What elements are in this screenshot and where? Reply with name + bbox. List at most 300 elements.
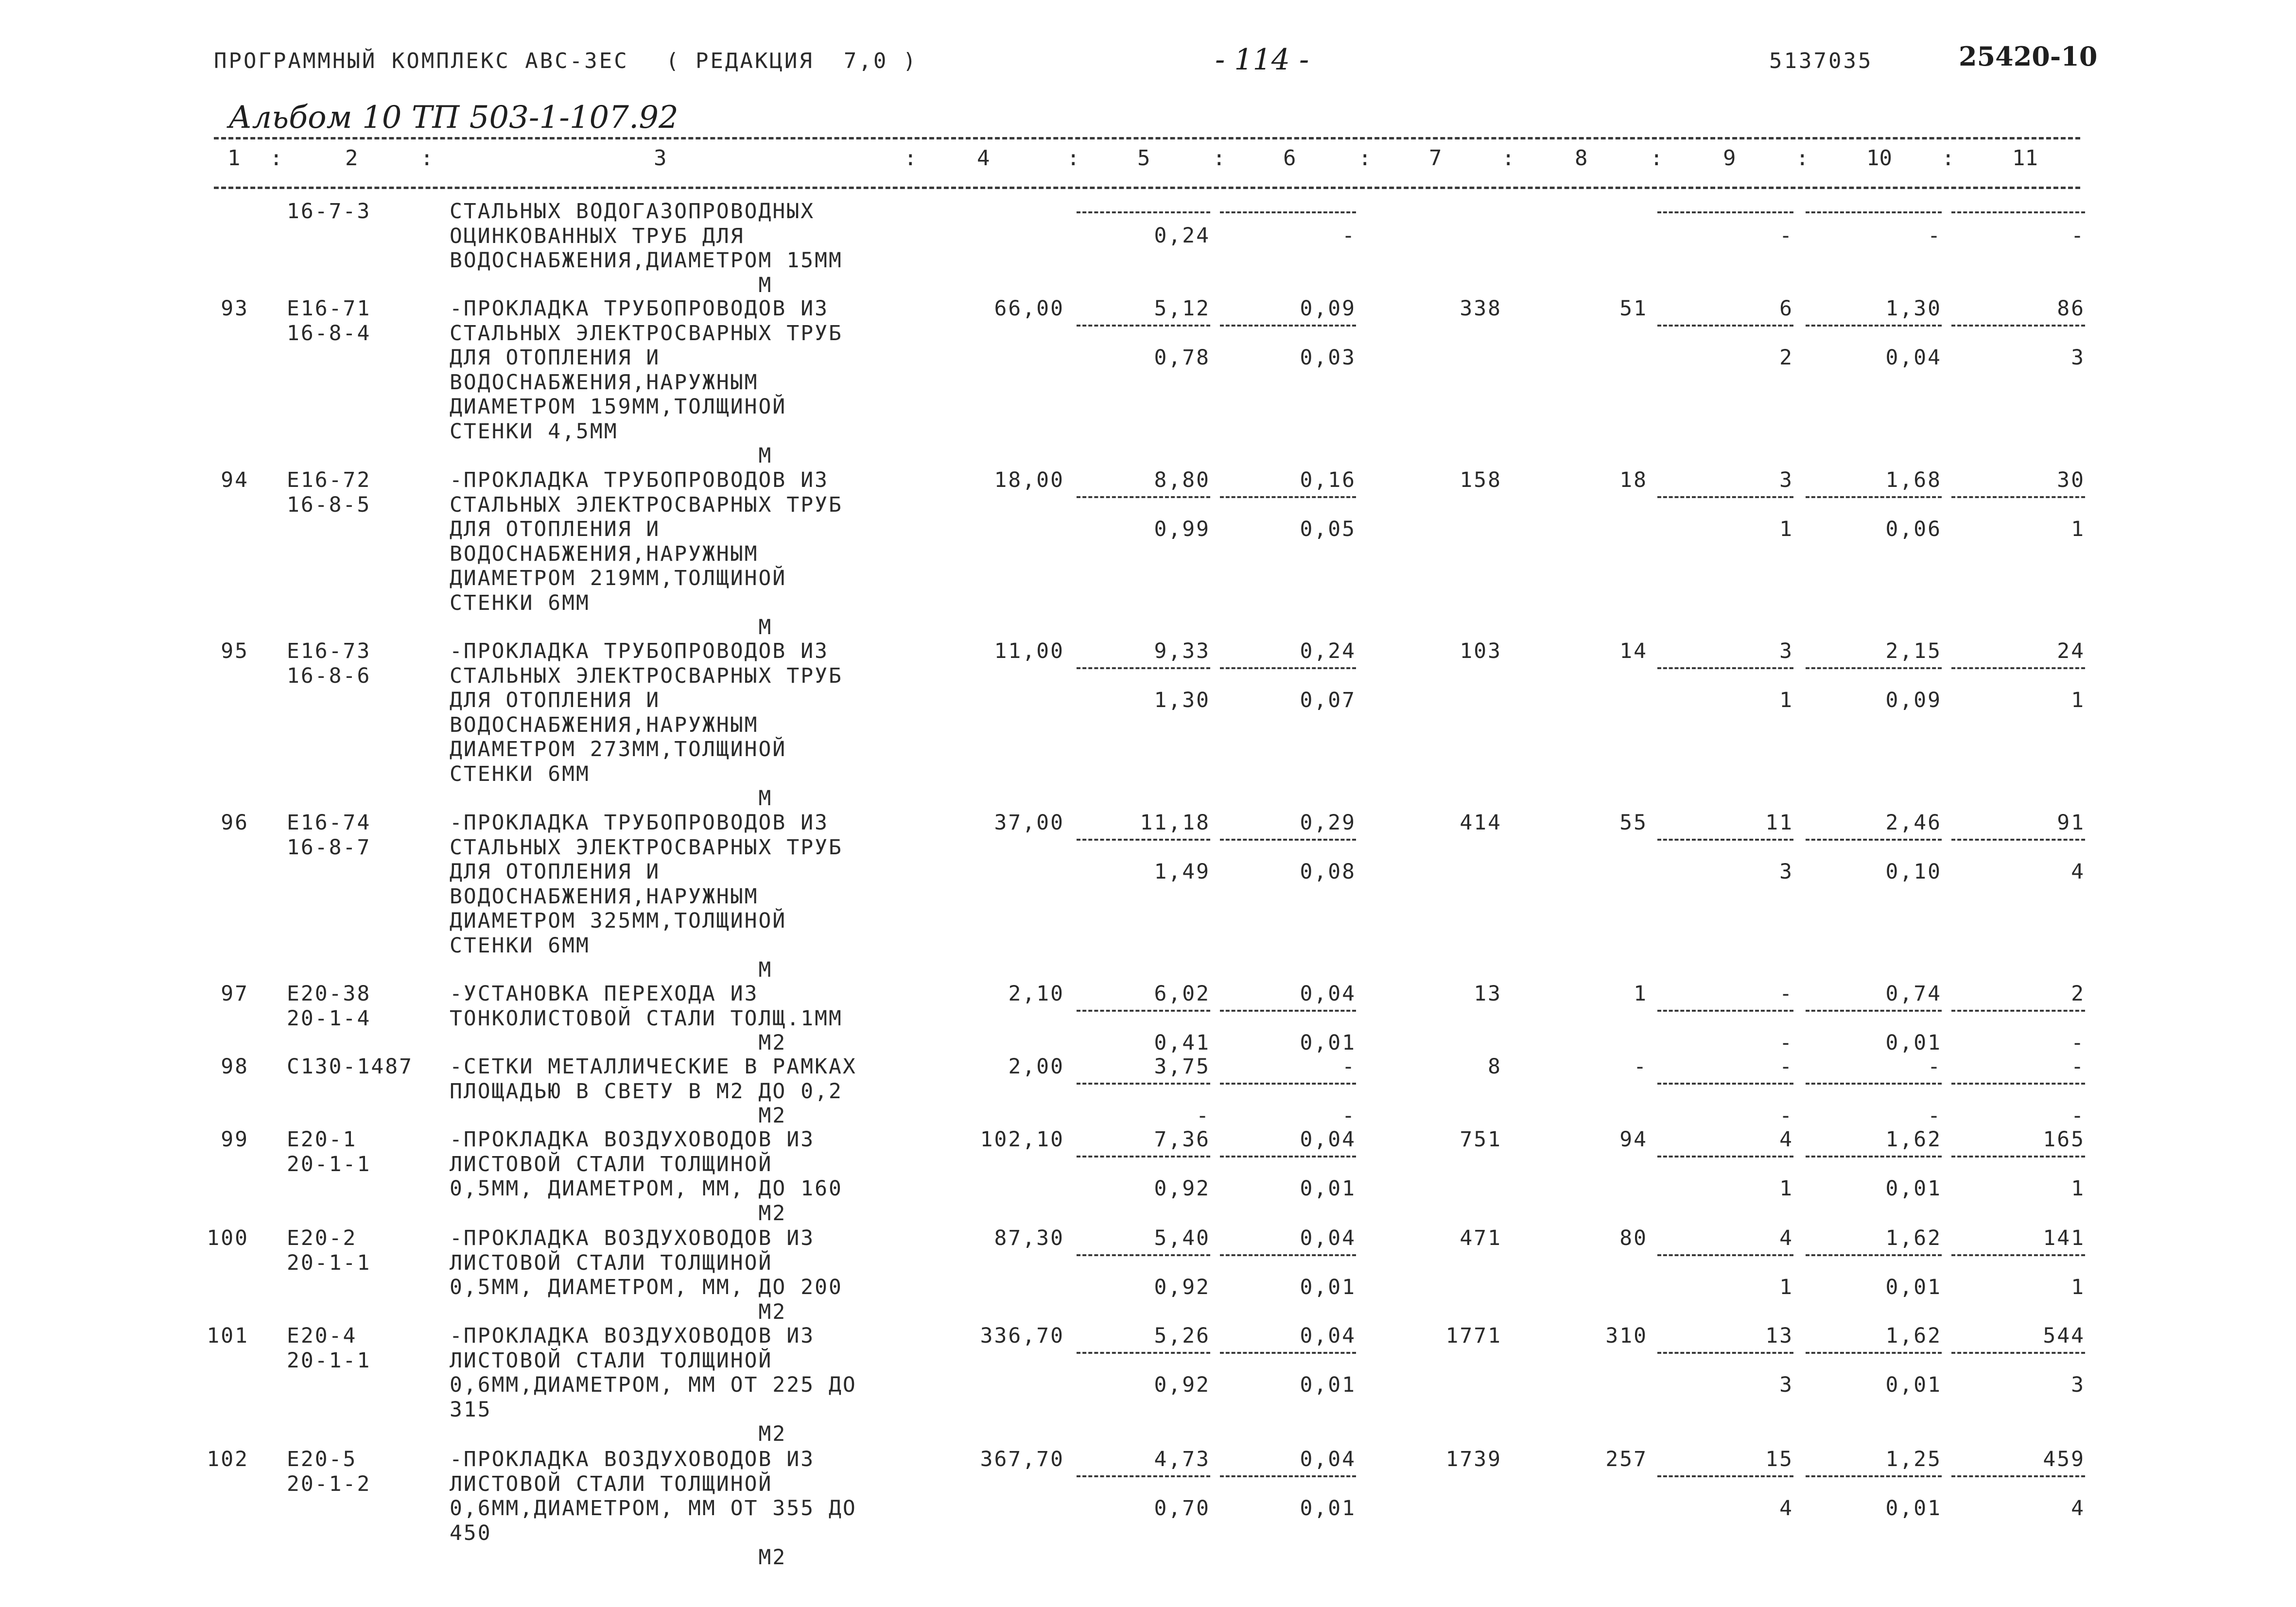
cell-c6-sub: 0,03 <box>1300 346 1356 370</box>
cell-divider <box>1951 1083 2085 1085</box>
cell-c4: 2,00 <box>1008 1054 1064 1079</box>
cell-c9-sub: 3 <box>1779 860 1793 884</box>
cell-divider <box>1657 1254 1793 1256</box>
cell-c6: 0,04 <box>1300 1324 1356 1348</box>
cell-c4: 336,70 <box>980 1324 1064 1348</box>
cell-c10-sub: 0,01 <box>1885 1496 1942 1521</box>
row-description-line: ВОДОСНАБЖЕНИЯ,НАРУЖНЫМ <box>450 541 759 566</box>
row-description-line: СТАЛЬНЫХ ЭЛЕКТРОСВАРНЫХ ТРУБ <box>450 492 843 517</box>
cell-divider <box>1951 1254 2085 1256</box>
cell-c9: 4 <box>1779 1127 1793 1152</box>
column-header: : <box>904 146 917 171</box>
cell-c5-sub: 0,92 <box>1154 1176 1210 1201</box>
cell-c5: 9,33 <box>1154 639 1210 663</box>
cell-divider <box>1220 1083 1356 1085</box>
cell-c11: 141 <box>2043 1226 2085 1250</box>
cell-divider <box>1806 667 1942 669</box>
row-description-line: -ПРОКЛАДКА ТРУБОПРОВОДОВ ИЗ <box>450 639 829 663</box>
row-description-line: СТАЛЬНЫХ ЭЛЕКТРОСВАРНЫХ ТРУБ <box>450 835 843 860</box>
cell-c11: 165 <box>2043 1127 2085 1152</box>
cell-c5-sub: 0,78 <box>1154 346 1210 370</box>
cell-c10: 1,62 <box>1885 1226 1942 1250</box>
cell-divider <box>1077 667 1210 669</box>
cell-divider <box>1806 1156 1942 1158</box>
cell-c5-sub: 0,70 <box>1154 1496 1210 1521</box>
cell-c6-sub: 0,01 <box>1300 1176 1356 1201</box>
row-description-line: -ПРОКЛАДКА ВОЗДУХОВОДОВ ИЗ <box>450 1226 815 1250</box>
cell-divider <box>1951 1156 2085 1158</box>
row-description-line: 0,5ММ, ДИАМЕТРОМ, ММ, ДО 160 <box>450 1176 843 1201</box>
cell-divider <box>1951 1010 2085 1012</box>
row-description-line: ПЛОЩАДЬЮ В СВЕТУ В М2 ДО 0,2 <box>450 1079 843 1104</box>
cell-c9-sub: - <box>1779 1104 1793 1128</box>
cell-c11: 24 <box>2057 639 2085 663</box>
cell-c5-sub: 1,30 <box>1154 688 1210 712</box>
row-description-line: -УСТАНОВКА ПЕРЕХОДА ИЗ <box>450 982 759 1006</box>
cell-c10: 1,30 <box>1885 296 1942 321</box>
cell-divider <box>1951 211 2085 213</box>
cell-c10: 0,74 <box>1885 982 1942 1006</box>
cell-c5-sub: 0,41 <box>1154 1031 1210 1055</box>
cell-c6: 0,09 <box>1300 296 1356 321</box>
column-header: : <box>270 146 283 171</box>
row-description-line: М <box>450 444 773 468</box>
column-header: 3 <box>654 146 667 171</box>
row-code-secondary: 16-8-4 <box>287 321 371 346</box>
cell-divider <box>1077 496 1210 498</box>
cell-c10: 1,25 <box>1885 1447 1942 1471</box>
row-number: 98 <box>221 1054 249 1079</box>
header-rule-bottom <box>214 187 2080 189</box>
cell-divider <box>1220 1156 1356 1158</box>
cell-c9-sub: 1 <box>1779 517 1793 541</box>
row-number: 95 <box>221 639 249 663</box>
cell-divider <box>1657 667 1793 669</box>
row-code-secondary: 20-1-1 <box>287 1250 371 1275</box>
cell-divider <box>1806 1010 1942 1012</box>
row-code: Е20-5 <box>287 1447 357 1471</box>
cell-c9: - <box>1779 982 1793 1006</box>
cell-c10: 1,62 <box>1885 1127 1942 1152</box>
cell-divider <box>1220 839 1356 841</box>
row-description-line: ДИАМЕТРОМ 325ММ,ТОЛЩИНОЙ <box>450 909 787 933</box>
cell-c11-sub: 3 <box>2071 346 2085 370</box>
cell-c6: 0,29 <box>1300 811 1356 835</box>
cell-c5: 3,75 <box>1154 1054 1210 1079</box>
cell-divider <box>1220 325 1356 327</box>
row-description-line: ЛИСТОВОЙ СТАЛИ ТОЛЩИНОЙ <box>450 1152 773 1176</box>
cell-c6: 0,04 <box>1300 982 1356 1006</box>
cell-divider <box>1077 1010 1210 1012</box>
cell-c8: 257 <box>1605 1447 1648 1471</box>
cell-c11: 459 <box>2043 1447 2085 1471</box>
row-code: Е16-73 <box>287 639 371 663</box>
cell-c7: 471 <box>1460 1226 1502 1250</box>
cell-c11: 91 <box>2057 811 2085 835</box>
cell-c4: 66,00 <box>994 296 1064 321</box>
row-description-line: М2 <box>450 1422 787 1446</box>
cell-c11-sub: - <box>2071 224 2085 248</box>
cell-c5-sub: 1,49 <box>1154 860 1210 884</box>
cell-c8: 1 <box>1634 982 1648 1006</box>
column-header: 1 <box>227 146 241 171</box>
row-code-secondary: 20-1-1 <box>287 1348 371 1373</box>
cell-c6-sub: 0,05 <box>1300 517 1356 541</box>
row-description-line: -ПРОКЛАДКА ТРУБОПРОВОДОВ ИЗ <box>450 296 829 321</box>
row-description-line: ЛИСТОВОЙ СТАЛИ ТОЛЩИНОЙ <box>450 1471 773 1496</box>
cell-divider <box>1077 211 1210 213</box>
row-code: С130-1487 <box>287 1054 413 1079</box>
page-number: - 114 - <box>1215 43 1309 77</box>
cell-c11-sub: 4 <box>2071 1496 2085 1521</box>
column-header: 11 <box>2012 146 2038 171</box>
column-header: 6 <box>1283 146 1296 171</box>
cell-divider <box>1806 496 1942 498</box>
cell-divider <box>1077 1083 1210 1085</box>
cell-c10-sub: 0,01 <box>1885 1176 1942 1201</box>
column-header: : <box>1067 146 1080 171</box>
row-description-line: 450 <box>450 1521 492 1545</box>
cell-c7: 751 <box>1460 1127 1502 1152</box>
row-description-line: ДИАМЕТРОМ 219ММ,ТОЛЩИНОЙ <box>450 566 787 590</box>
cell-c10-sub: 0,09 <box>1885 688 1942 712</box>
cell-c5-sub: 0,24 <box>1154 224 1210 248</box>
header-rule-top <box>214 137 2080 139</box>
cell-c9-sub: 1 <box>1779 1176 1793 1201</box>
cell-divider <box>1657 839 1793 841</box>
row-description-line: М <box>450 958 773 982</box>
row-code-secondary: 16-7-3 <box>287 199 371 224</box>
cell-c8: 310 <box>1605 1324 1648 1348</box>
cell-c5: 7,36 <box>1154 1127 1210 1152</box>
cell-c6: 0,24 <box>1300 639 1356 663</box>
row-description-line: ДИАМЕТРОМ 159ММ,ТОЛЩИНОЙ <box>450 395 787 419</box>
cell-c6-sub: - <box>1342 224 1356 248</box>
cell-c5-sub: 0,92 <box>1154 1373 1210 1397</box>
cell-divider <box>1806 325 1942 327</box>
cell-c10: 1,68 <box>1885 468 1942 492</box>
cell-c10-sub: 0,01 <box>1885 1031 1942 1055</box>
cell-divider <box>1220 667 1356 669</box>
cell-c7: 1739 <box>1445 1447 1502 1471</box>
column-header: 10 <box>1866 146 1892 171</box>
row-description-line: М2 <box>450 1545 787 1570</box>
column-header: 2 <box>345 146 358 171</box>
cell-divider <box>1220 1010 1356 1012</box>
row-description-line: ВОДОСНАБЖЕНИЯ,НАРУЖНЫМ <box>450 712 759 737</box>
cell-divider <box>1220 1475 1356 1477</box>
row-number: 94 <box>221 468 249 492</box>
cell-c9-sub: - <box>1779 224 1793 248</box>
cell-divider <box>1077 1475 1210 1477</box>
cell-divider <box>1077 1156 1210 1158</box>
row-code-secondary: 20-1-1 <box>287 1152 371 1176</box>
code-number: 5137035 <box>1769 49 1873 73</box>
row-description-line: ЛИСТОВОЙ СТАЛИ ТОЛЩИНОЙ <box>450 1250 773 1275</box>
cell-divider <box>1657 325 1793 327</box>
cell-divider <box>1951 667 2085 669</box>
cell-c4: 367,70 <box>980 1447 1064 1471</box>
row-description-line: ДЛЯ ОТОПЛЕНИЯ И <box>450 688 661 712</box>
cell-c9: 3 <box>1779 639 1793 663</box>
cell-c7: 8 <box>1488 1054 1502 1079</box>
cell-c4: 2,10 <box>1008 982 1064 1006</box>
edition-label: ( РЕДАКЦИЯ 7,0 ) <box>666 49 918 73</box>
row-code-secondary: 20-1-2 <box>287 1471 371 1496</box>
row-code: Е16-71 <box>287 296 371 321</box>
cell-c7: 1771 <box>1445 1324 1502 1348</box>
cell-c8: 80 <box>1619 1226 1648 1250</box>
cell-c5: 11,18 <box>1140 811 1210 835</box>
cell-c11-sub: 1 <box>2071 1176 2085 1201</box>
column-header: : <box>1213 146 1226 171</box>
row-code: Е20-38 <box>287 982 371 1006</box>
album-label: Альбом 10 ТП 503-1-107.92 <box>228 100 678 136</box>
row-description-line: ТОНКОЛИСТОВОЙ СТАЛИ ТОЛЩ.1ММ <box>450 1006 843 1031</box>
cell-c6-sub: 0,01 <box>1300 1275 1356 1299</box>
cell-divider <box>1806 1475 1942 1477</box>
row-description-line: М2 <box>450 1031 787 1055</box>
cell-c11: 2 <box>2071 982 2085 1006</box>
cell-c4: 11,00 <box>994 639 1064 663</box>
cell-divider <box>1077 1352 1210 1354</box>
cell-c6-sub: 0,01 <box>1300 1031 1356 1055</box>
row-description-line: М2 <box>450 1104 787 1128</box>
cell-divider <box>1657 1083 1793 1085</box>
row-description-line: ЛИСТОВОЙ СТАЛИ ТОЛЩИНОЙ <box>450 1348 773 1373</box>
cell-divider <box>1077 839 1210 841</box>
row-description-line: -ПРОКЛАДКА ТРУБОПРОВОДОВ ИЗ <box>450 811 829 835</box>
cell-c6-sub: 0,08 <box>1300 860 1356 884</box>
cell-c9-sub: 1 <box>1779 1275 1793 1299</box>
cell-c4: 18,00 <box>994 468 1064 492</box>
row-description-line: ОЦИНКОВАННЫХ ТРУБ ДЛЯ <box>450 224 745 248</box>
cell-c9: - <box>1779 1054 1793 1079</box>
row-description-line: -ПРОКЛАДКА ВОЗДУХОВОДОВ ИЗ <box>450 1324 815 1348</box>
cell-c5-sub: 0,99 <box>1154 517 1210 541</box>
column-header: : <box>1796 146 1809 171</box>
cell-c9: 3 <box>1779 468 1793 492</box>
cell-divider <box>1657 1475 1793 1477</box>
row-description-line: СТЕНКИ 6ММ <box>450 761 590 786</box>
cell-divider <box>1806 1352 1942 1354</box>
cell-c11-sub: 1 <box>2071 517 2085 541</box>
row-number: 96 <box>221 811 249 835</box>
program-title: ПРОГРАММНЫЙ КОМПЛЕКС АВС-3ЕС <box>214 49 629 73</box>
row-number: 93 <box>221 296 249 321</box>
row-number: 102 <box>207 1447 249 1471</box>
cell-c9-sub: - <box>1779 1031 1793 1055</box>
cell-c11: 544 <box>2043 1324 2085 1348</box>
row-code: Е20-4 <box>287 1324 357 1348</box>
row-description-line: -ПРОКЛАДКА ВОЗДУХОВОДОВ ИЗ <box>450 1447 815 1471</box>
row-code-secondary: 20-1-4 <box>287 1006 371 1031</box>
cell-c5: 5,40 <box>1154 1226 1210 1250</box>
row-description-line: СТЕНКИ 6ММ <box>450 933 590 958</box>
cell-c9-sub: 4 <box>1779 1496 1793 1521</box>
cell-c8: 55 <box>1619 811 1648 835</box>
cell-c10: 1,62 <box>1885 1324 1942 1348</box>
cell-c10: 2,15 <box>1885 639 1942 663</box>
cell-c9: 11 <box>1765 811 1793 835</box>
cell-c10-sub: - <box>1928 224 1942 248</box>
cell-c11-sub: 1 <box>2071 688 2085 712</box>
row-description-line: ДЛЯ ОТОПЛЕНИЯ И <box>450 517 661 541</box>
cell-c11: 30 <box>2057 468 2085 492</box>
cell-divider <box>1657 1010 1793 1012</box>
column-header: 8 <box>1575 146 1588 171</box>
column-header: 5 <box>1137 146 1150 171</box>
row-description-line: ВОДОСНАБЖЕНИЯ,ДИАМЕТРОМ 15ММ <box>450 248 843 273</box>
cell-c9: 6 <box>1779 296 1793 321</box>
cell-c6-sub: 0,01 <box>1300 1496 1356 1521</box>
row-number: 100 <box>207 1226 249 1250</box>
row-code: Е16-72 <box>287 468 371 492</box>
cell-c6: 0,04 <box>1300 1127 1356 1152</box>
row-description-line: СТЕНКИ 4,5ММ <box>450 419 618 444</box>
row-description-line: СТАЛЬНЫХ ЭЛЕКТРОСВАРНЫХ ТРУБ <box>450 663 843 688</box>
row-description-line: 0,6ММ,ДИАМЕТРОМ, ММ ОТ 355 ДО <box>450 1496 857 1521</box>
cell-c7: 103 <box>1460 639 1502 663</box>
cell-c6-sub: - <box>1342 1104 1356 1128</box>
cell-c8: - <box>1634 1054 1648 1079</box>
cell-divider <box>1806 1254 1942 1256</box>
cell-c5: 8,80 <box>1154 468 1210 492</box>
column-header: 4 <box>977 146 990 171</box>
cell-c4: 37,00 <box>994 811 1064 835</box>
cell-c6-sub: 0,07 <box>1300 688 1356 712</box>
column-header: : <box>1358 146 1372 171</box>
row-code: Е20-1 <box>287 1127 357 1152</box>
row-code-secondary: 16-8-6 <box>287 663 371 688</box>
column-header: : <box>1650 146 1663 171</box>
cell-c5: 4,73 <box>1154 1447 1210 1471</box>
cell-c8: 14 <box>1619 639 1648 663</box>
cell-c9-sub: 2 <box>1779 346 1793 370</box>
cell-c5: 5,26 <box>1154 1324 1210 1348</box>
cell-c11: 86 <box>2057 296 2085 321</box>
cell-divider <box>1806 211 1942 213</box>
row-description-line: ДЛЯ ОТОПЛЕНИЯ И <box>450 346 661 370</box>
cell-c10-sub: - <box>1928 1104 1942 1128</box>
cell-divider <box>1077 1254 1210 1256</box>
cell-c8: 94 <box>1619 1127 1648 1152</box>
cell-divider <box>1220 1254 1356 1256</box>
cell-c10: - <box>1928 1054 1942 1079</box>
cell-c4: 102,10 <box>980 1127 1064 1152</box>
cell-c11-sub: - <box>2071 1104 2085 1128</box>
row-description-line: М2 <box>450 1201 787 1226</box>
row-description-line: СТАЛЬНЫХ ЭЛЕКТРОСВАРНЫХ ТРУБ <box>450 321 843 346</box>
cell-c4: 87,30 <box>994 1226 1064 1250</box>
column-header: 9 <box>1723 146 1736 171</box>
row-description-line: 0,5ММ, ДИАМЕТРОМ, ММ, ДО 200 <box>450 1275 843 1299</box>
cell-divider <box>1220 1352 1356 1354</box>
cell-c8: 18 <box>1619 468 1648 492</box>
row-description-line: 0,6ММ,ДИАМЕТРОМ, ММ ОТ 225 ДО <box>450 1373 857 1397</box>
document-number: 25420-10 <box>1959 41 2098 72</box>
cell-c10-sub: 0,04 <box>1885 346 1942 370</box>
row-description-line: 315 <box>450 1397 492 1422</box>
cell-divider <box>1951 1352 2085 1354</box>
row-description-line: ДЛЯ ОТОПЛЕНИЯ И <box>450 860 661 884</box>
cell-c10-sub: 0,01 <box>1885 1275 1942 1299</box>
cell-c5-sub: - <box>1196 1104 1210 1128</box>
cell-divider <box>1951 839 2085 841</box>
cell-divider <box>1220 496 1356 498</box>
cell-c9: 4 <box>1779 1226 1793 1250</box>
row-description-line: М2 <box>450 1299 787 1324</box>
row-description-line: -СЕТКИ МЕТАЛЛИЧЕСКИЕ В РАМКАХ <box>450 1054 857 1079</box>
cell-c11-sub: 1 <box>2071 1275 2085 1299</box>
cell-divider <box>1657 496 1793 498</box>
cell-c5: 6,02 <box>1154 982 1210 1006</box>
cell-c6: 0,04 <box>1300 1226 1356 1250</box>
cell-c8: 51 <box>1619 296 1648 321</box>
row-number: 97 <box>221 982 249 1006</box>
cell-c10-sub: 0,10 <box>1885 860 1942 884</box>
row-description-line: СТАЛЬНЫХ ВОДОГАЗОПРОВОДНЫХ <box>450 199 815 224</box>
cell-c6-sub: 0,01 <box>1300 1373 1356 1397</box>
row-description-line: СТЕНКИ 6ММ <box>450 590 590 615</box>
row-description-line: ВОДОСНАБЖЕНИЯ,НАРУЖНЫМ <box>450 370 759 395</box>
cell-c9-sub: 3 <box>1779 1373 1793 1397</box>
row-description-line: М <box>450 273 773 297</box>
cell-c6: - <box>1342 1054 1356 1079</box>
cell-divider <box>1220 211 1356 213</box>
cell-c10-sub: 0,01 <box>1885 1373 1942 1397</box>
cell-c6: 0,16 <box>1300 468 1356 492</box>
cell-divider <box>1657 1352 1793 1354</box>
row-code: Е16-74 <box>287 811 371 835</box>
row-description-line: -ПРОКЛАДКА ТРУБОПРОВОДОВ ИЗ <box>450 468 829 492</box>
column-header: : <box>420 146 434 171</box>
cell-c11-sub: 3 <box>2071 1373 2085 1397</box>
row-number: 101 <box>207 1324 249 1348</box>
row-description-line: ВОДОСНАБЖЕНИЯ,НАРУЖНЫМ <box>450 884 759 909</box>
row-description-line: М <box>450 615 773 639</box>
cell-divider <box>1951 496 2085 498</box>
cell-c11: - <box>2071 1054 2085 1079</box>
cell-divider <box>1657 1156 1793 1158</box>
row-description-line: М <box>450 786 773 811</box>
row-code: Е20-2 <box>287 1226 357 1250</box>
cell-c7: 338 <box>1460 296 1502 321</box>
cell-c6: 0,04 <box>1300 1447 1356 1471</box>
cell-c7: 158 <box>1460 468 1502 492</box>
cell-c11-sub: - <box>2071 1031 2085 1055</box>
cell-c9-sub: 1 <box>1779 688 1793 712</box>
cell-c10-sub: 0,06 <box>1885 517 1942 541</box>
cell-c10: 2,46 <box>1885 811 1942 835</box>
cell-c11-sub: 4 <box>2071 860 2085 884</box>
cell-divider <box>1951 325 2085 327</box>
cell-divider <box>1806 839 1942 841</box>
row-number: 99 <box>221 1127 249 1152</box>
cell-c5: 5,12 <box>1154 296 1210 321</box>
column-header: 7 <box>1429 146 1442 171</box>
cell-divider <box>1951 1475 2085 1477</box>
row-description-line: -ПРОКЛАДКА ВОЗДУХОВОДОВ ИЗ <box>450 1127 815 1152</box>
cell-c9: 13 <box>1765 1324 1793 1348</box>
row-code-secondary: 16-8-7 <box>287 835 371 860</box>
cell-divider <box>1806 1083 1942 1085</box>
column-header: : <box>1502 146 1515 171</box>
row-code-secondary: 16-8-5 <box>287 492 371 517</box>
column-header: : <box>1942 146 1955 171</box>
cell-c7: 13 <box>1474 982 1502 1006</box>
cell-c5-sub: 0,92 <box>1154 1275 1210 1299</box>
